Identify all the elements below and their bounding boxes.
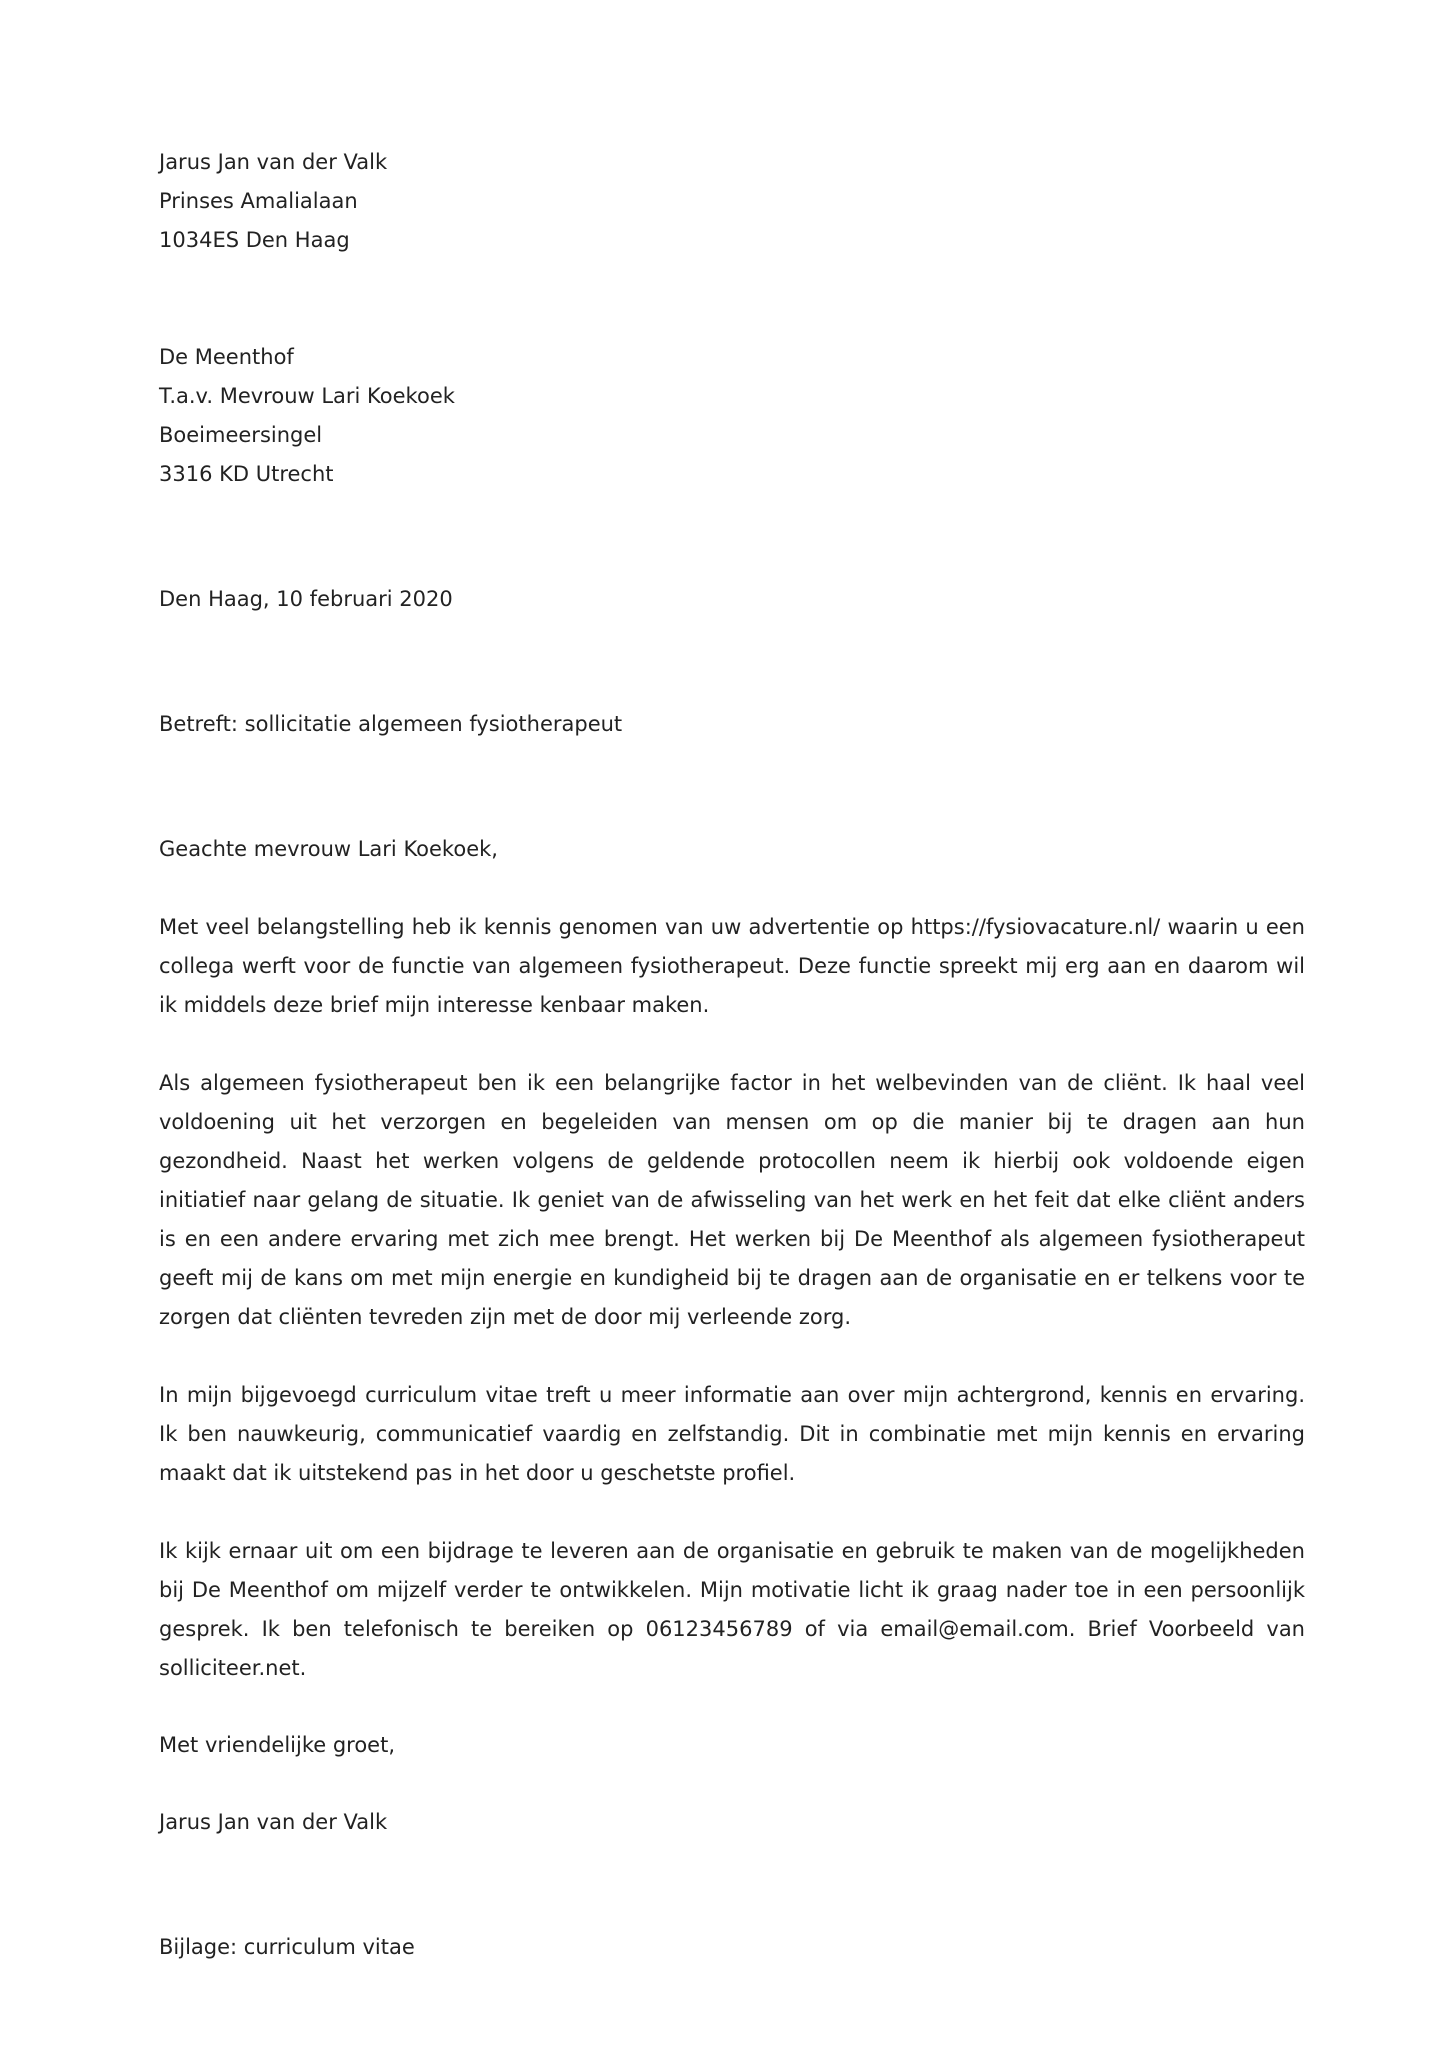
signature	[159, 1803, 1305, 1842]
paragraph-intro: Met veel belangstelling heb ik kennis genomen van uw advertentie op https://fysiovacature.nl/ waarin u een collega werft voor de functie van algemeen fysiotherapeut. Deze functie spreekt mij erg aan en daarom wil ik middels deze brief mijn interesse kenbaar maken.	[159, 915, 1305, 1017]
date-text: Den Haag, 10 februari 2020	[159, 587, 453, 611]
paragraph-closing: Ik kijk ernaar uit om een bijdrage te leveren aan de organisatie en gebruik te maken van de mogelijkheden bij De Meenthof om mijzelf verder te ontwikkelen. Mijn motivatie licht ik graag nader toe in een persoonlijk gesprek. Ik ben telefonisch te bereiken op 06123456789 of via email@email.com. Brief Voorbeeld van solliciteer.net.	[159, 1539, 1305, 1680]
recipient-city: 3316 KD Utrecht	[159, 462, 334, 486]
paragraph-profile: In mijn bijgevoegd curriculum vitae treft u meer informatie aan over mijn achtergrond, kennis en ervaring. Ik ben nauwkeurig, communicatief vaardig en zelfstandig. Dit in combinatie met mijn kennis en ervaring maakt dat ik uitstekend pas in het door u geschetste profiel.	[159, 1383, 1305, 1485]
enclosure	[159, 1928, 1305, 1967]
recipient-address	[159, 338, 1305, 494]
sender-city: 1034ES Den Haag	[159, 228, 350, 252]
recipient-street: Boeimeersingel	[159, 423, 323, 447]
recipient-attention: T.a.v. Mevrouw Lari Koekoek	[159, 384, 455, 408]
date-line	[159, 580, 1305, 619]
closing	[159, 1726, 1305, 1765]
sender-name: Jarus Jan van der Valk	[159, 150, 388, 174]
salutation	[159, 830, 1305, 869]
sender-street: Prinses Amalialaan	[159, 189, 358, 213]
sender-address	[159, 143, 1305, 260]
closing-text: Met vriendelijke groet,	[159, 1733, 396, 1757]
letter-body	[159, 143, 1305, 1967]
recipient-company: De Meenthof	[159, 345, 294, 369]
signature-name: Jarus Jan van der Valk	[159, 1810, 388, 1834]
salutation-text: Geachte mevrouw Lari Koekoek,	[159, 837, 498, 861]
subject-text: Betreft: sollicitatie algemeen fysiotherapeut	[159, 712, 623, 736]
subject-line	[159, 705, 1305, 744]
paragraph-motivation: Als algemeen fysiotherapeut ben ik een belangrijke factor in het welbevinden van de cliënt. Ik haal veel voldoening uit het verzorgen en begeleiden van mensen om op die manier bij te dragen aan hun gezondheid. Naast het werken volgens de geldende protocollen neem ik hierbij ook voldoende eigen initiatief naar gelang de situatie. Ik geniet van de afwisseling van het werk en het feit dat elke cliënt anders is en een andere ervaring met zich mee brengt. Het werken bij De Meenthof als algemeen fysiotherapeut geeft mij de kans om met mijn energie en kundigheid bij te dragen aan de organisatie en er telkens voor te zorgen dat cliënten tevreden zijn met de door mij verleende zorg.	[159, 1071, 1305, 1329]
enclosure-text: Bijlage: curriculum vitae	[159, 1935, 415, 1959]
